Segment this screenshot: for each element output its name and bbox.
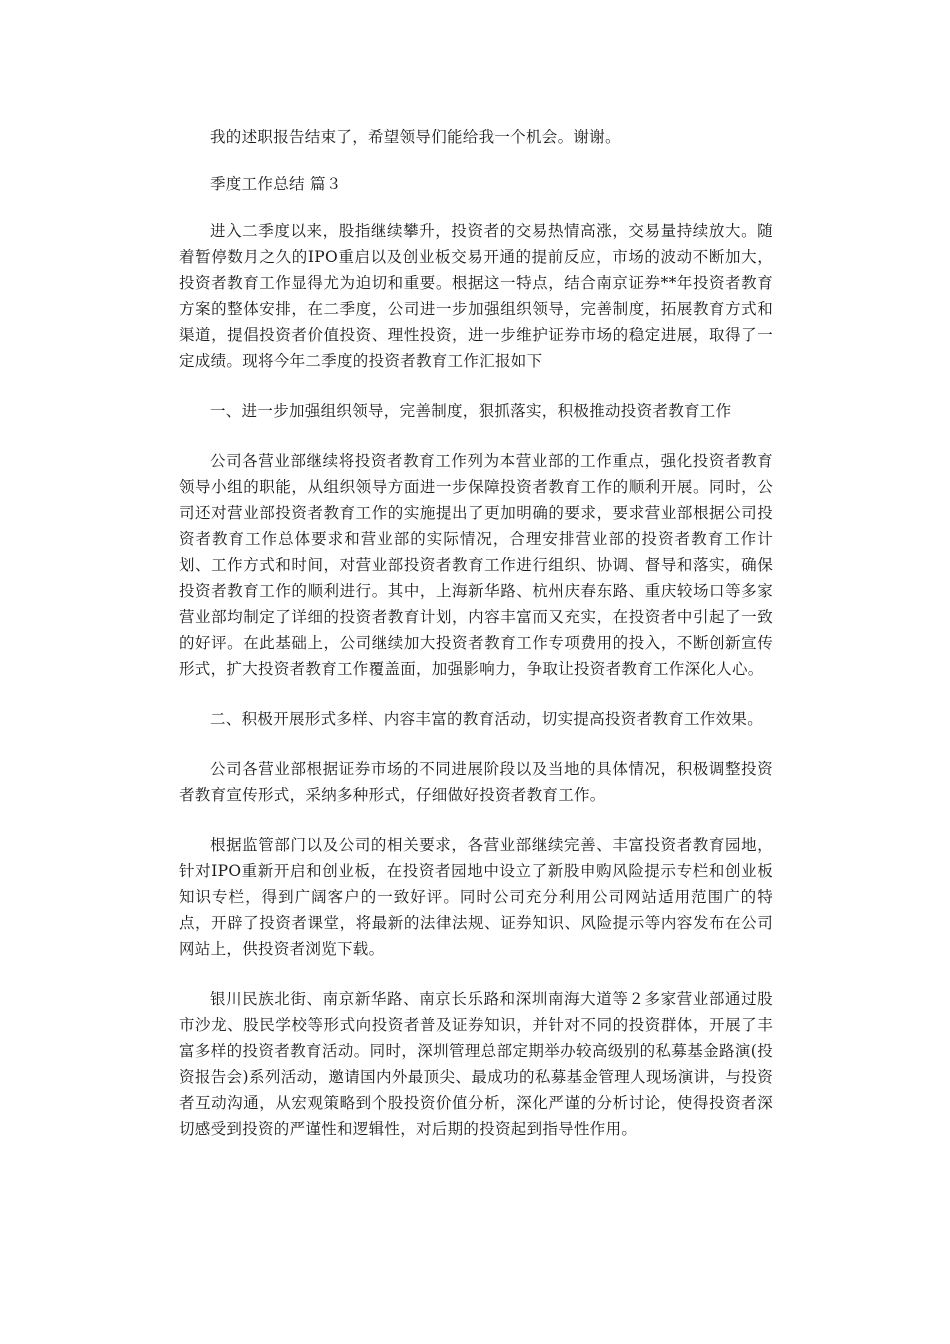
body-paragraph-four: 银川民族北街、南京新华路、南京长乐路和深圳南海大道等２多家营业部通过股市沙龙、股民学校等形式向投资者普及证券知识，并针对不同的投资群体，开展了丰富多样的投资者教育活动。同时，深圳管理总部定期举办较高级别的私募基金路演(投资报告会)系列活动，邀请国内外最顶尖、最成功的私募基金管理人现场演讲，与投资者互动沟通，从宏观策略到个股投资价值分析，深化严谨的分析讨论，使得投资者深切感受到投资的严谨性和逻辑性，对后期的投资起到指导性作用。 — [179, 990, 773, 1138]
body-paragraph-one: 公司各营业部继续将投资者教育工作列为本营业部的工作重点，强化投资者教育领导小组的职能，从组织领导方面进一步保障投资者教育工作的顺利开展。同时，公司还对营业部投资者教育工作的实施提出了更加明确的要求，要求营业部根据公司投资者教育工作总体要求和营业部的实际情况，合理安排营业部的投资者教育工作计划、工作方式和时间，对营业部投资者教育工作进行组织、协调、督导和落实，确保投资者教育工作的顺利进行。其中，上海新华路、杭州庆春东路、重庆较场口等多家营业部均制定了详细的投资者教育计划，内容丰富而又充实，在投资者中引起了一致的好评。在此基础上，公司继续加大投资者教育工作专项费用的投入，不断创新宣传形式，扩大投资者教育工作覆盖面，加强影响力，争取让投资者教育工作深化人心。 — [179, 452, 773, 678]
document-body — [179, 124, 773, 1142]
intro-paragraph: 进入二季度以来，股指继续攀升，投资者的交易热情高涨，交易量持续放大。随着暂停数月之久的IPO重启以及创业板交易开通的提前反应，市场的波动不断加大，投资者教育工作显得尤为迫切和重要。根据这一特点，结合南京证券**年投资者教育方案的整体安排，在二季度，公司进一步加强组织领导，完善制度，拓展教育方式和渠道，提倡投资者价值投资、理性投资，进一步维护证券市场的稳定进展，取得了一定成绩。现将今年二季度的投资者教育工作汇报如下 — [179, 222, 773, 370]
closing-paragraph: 我的述职报告结束了，希望领导们能给我一个机会。谢谢。 — [210, 128, 621, 146]
body-paragraph-three: 根据监管部门以及公司的相关要求，各营业部继续完善、丰富投资者教育园地，针对IPO重新开启和创业板，在投资者园地中设立了新股申购风险提示专栏和创业板知识专栏，得到广阔客户的一致好评。同时公司充分利用公司网站适用范围广的特点，开辟了投资者课堂，将最新的法律法规、证券知识、风险提示等内容发布在公司网站上，供投资者浏览下载。 — [179, 836, 773, 958]
heading-one: 一、进一步加强组织领导，完善制度，狠抓落实，积极推动投资者教育工作 — [210, 402, 732, 420]
body-paragraph-two: 公司各营业部根据证券市场的不同进展阶段以及当地的具体情况，积极调整投资者教育宣传形式，采纳多种形式，仔细做好投资者教育工作。 — [179, 760, 773, 804]
section-title: 季度工作总结 篇３ — [210, 175, 342, 193]
heading-two: 二、积极开展形式多样、内容丰富的教育活动，切实提高投资者教育工作效果。 — [210, 710, 764, 728]
